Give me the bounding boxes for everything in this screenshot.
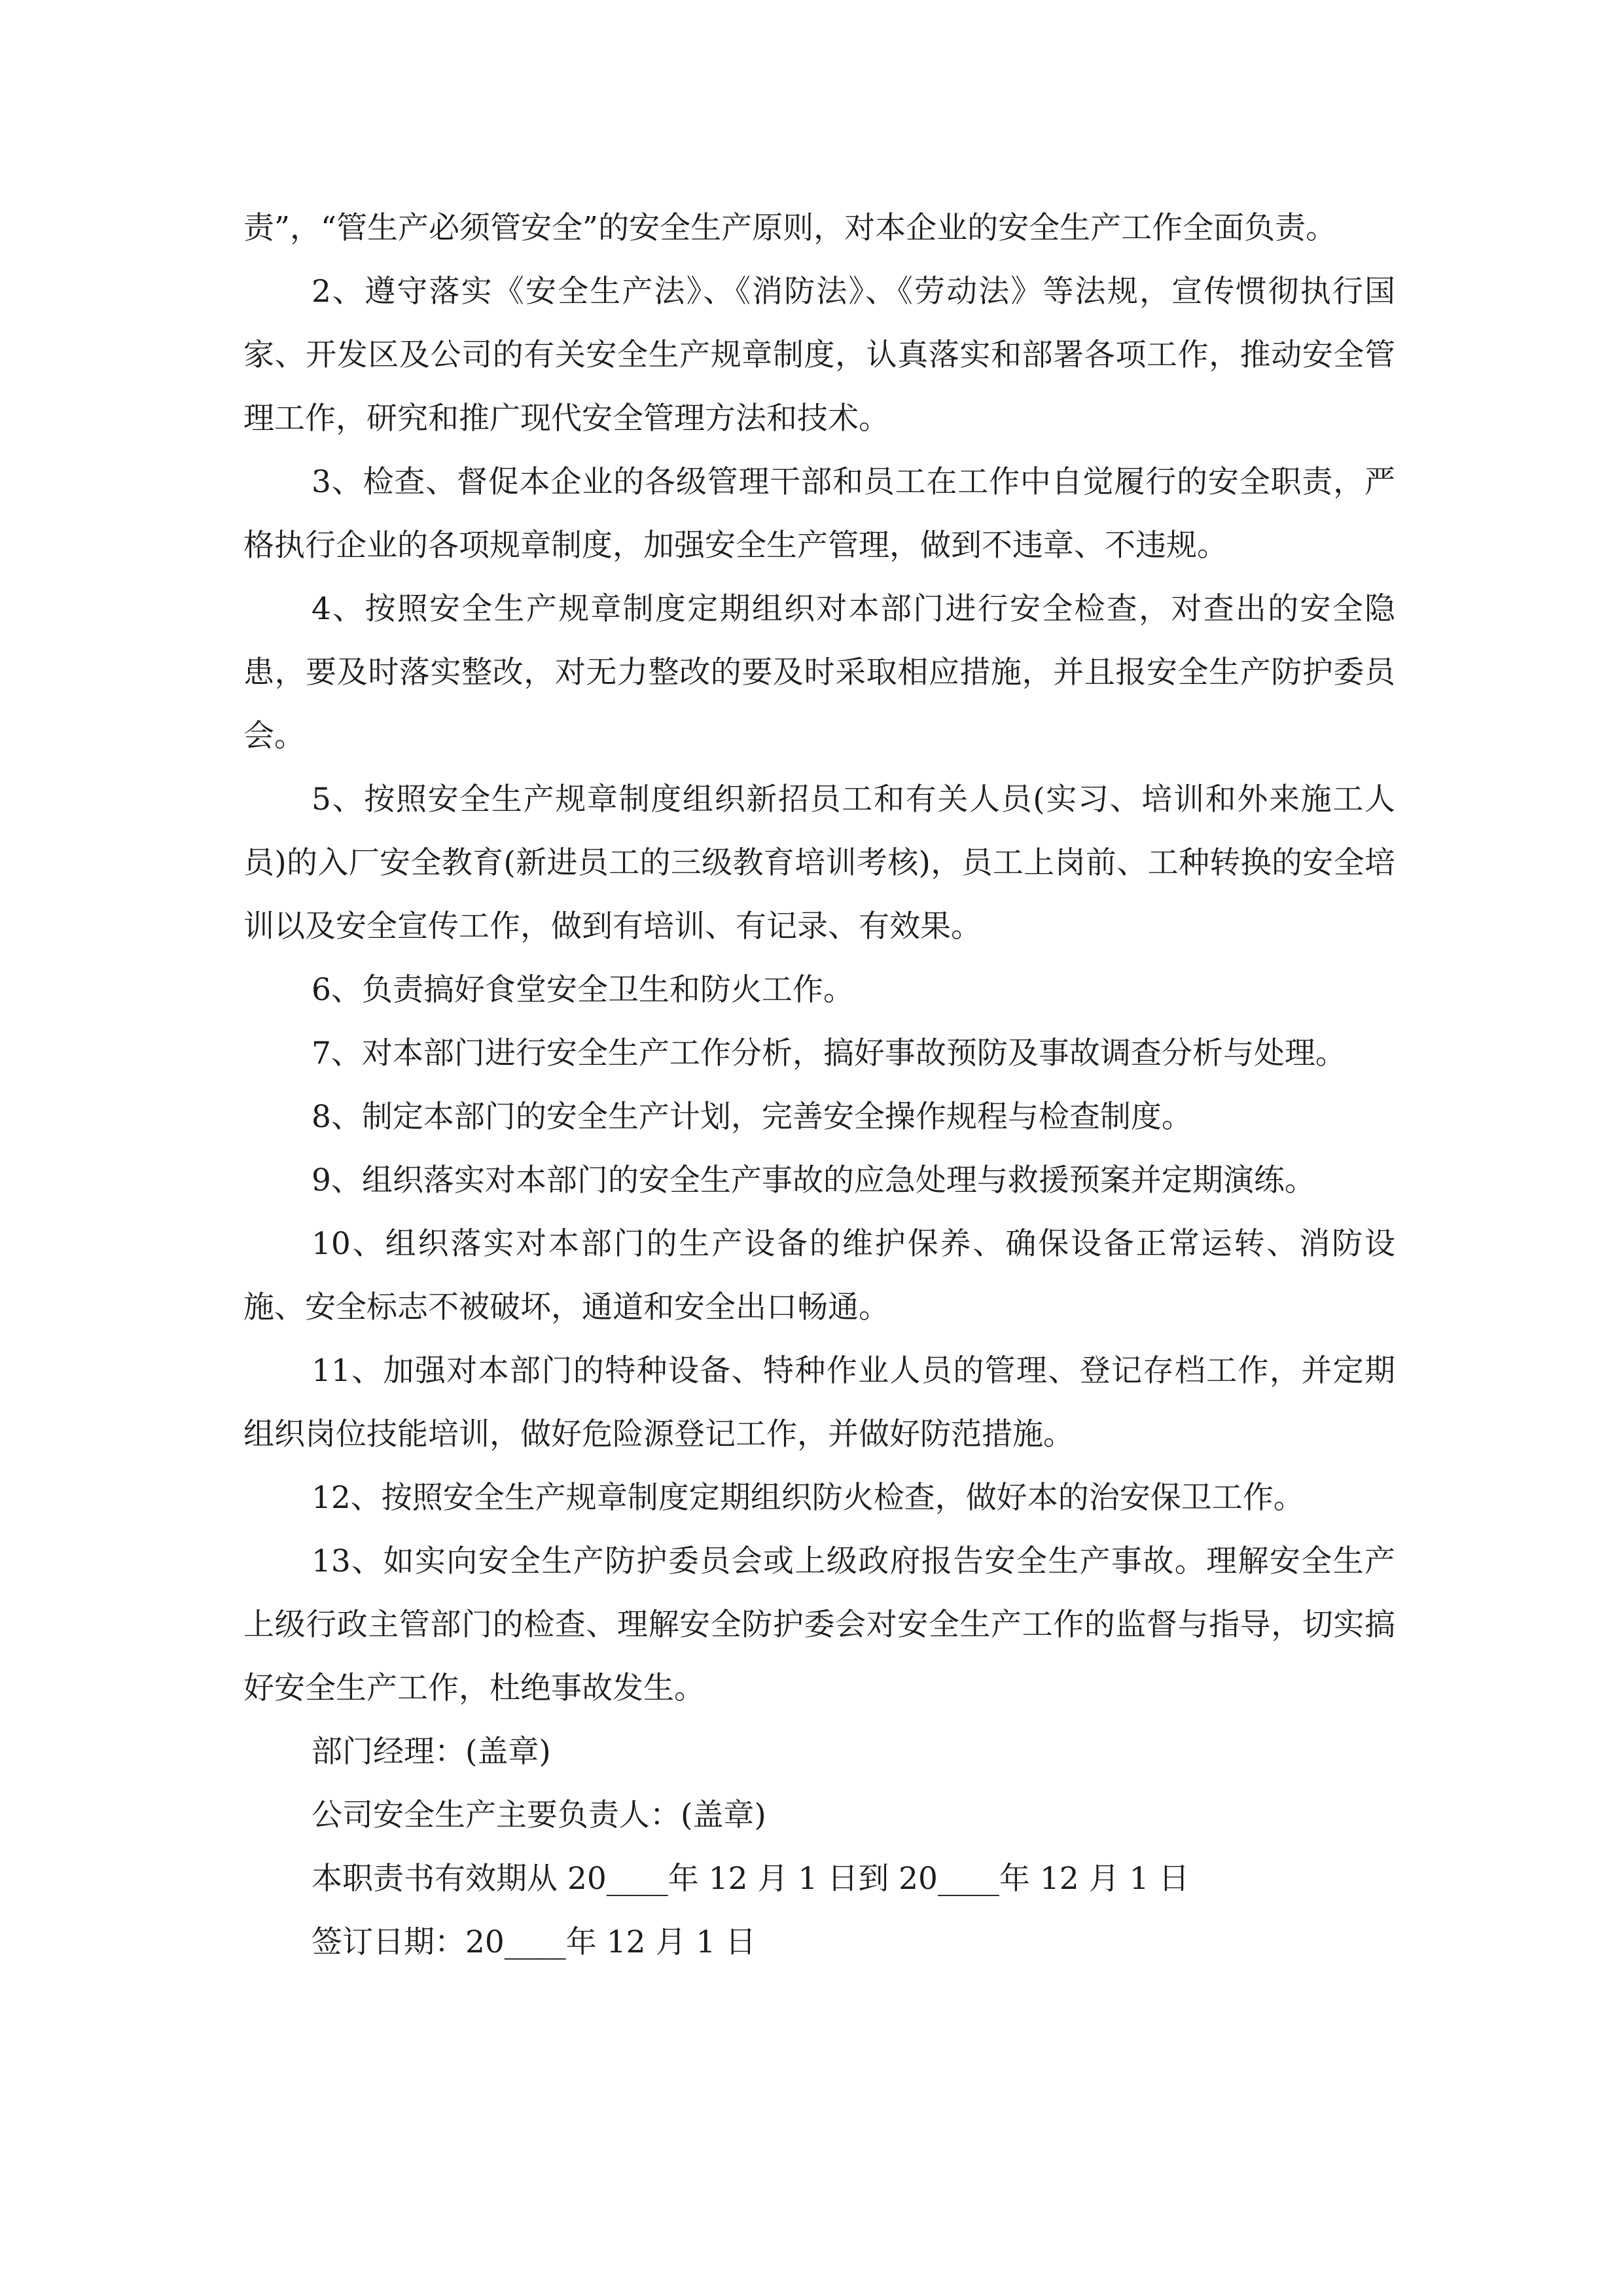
manager-signature-line: 部门经理：(盖章) xyxy=(312,1734,551,1770)
company-responsible-signature-line: 公司安全生产主要负责人：(盖章) xyxy=(312,1797,766,1833)
paragraph-item-6: 6、负责搞好食堂安全卫生和防火工作。 xyxy=(312,972,854,1008)
paragraph-item-7: 7、对本部门进行安全生产工作分析，搞好事故预防及事故调查分析与处理。 xyxy=(312,1035,1346,1071)
paragraph-item-12: 12、按照安全生产规章制度定期组织防火检查，做好本的治安保卫工作。 xyxy=(312,1480,1304,1516)
paragraph-item-3: 3、检查、督促本企业的各级管理干部和员工在工作中自觉履行的安全职责，严格执行企业的各项规章制度，加强安全生产管理，做到不违章、不违规。 xyxy=(243,464,1395,564)
paragraph-item-9: 9、组织落实对本部门的安全生产事故的应急处理与救援预案并定期演练。 xyxy=(312,1162,1315,1198)
validity-period-line: 本职责书有效期从 20____年 12 月 1 日到 20____年 12 月 1 日 xyxy=(312,1861,1190,1897)
sign-date-line: 签订日期：20____年 12 月 1 日 xyxy=(312,1924,757,1960)
paragraph-item-2: 2、遵守落实《安全生产法》、《消防法》、《劳动法》等法规，宣传惯彻执行国家、开发区及公司的有关安全生产规章制度，认真落实和部署各项工作，推动安全管理工作，研究和推广现代安全管理方法和技术。 xyxy=(243,274,1395,437)
paragraph-item-13: 13、如实向安全生产防护委员会或上级政府报告安全生产事故。理解安全生产上级行政主管部门的检查、理解安全防护委会对安全生产工作的监督与指导，切实搞好安全生产工作，杜绝事故发生。 xyxy=(243,1543,1395,1706)
paragraph-item-5: 5、按照安全生产规章制度组织新招员工和有关人员(实习、培训和外来施工人员)的入厂安全教育(新进员工的三级教育培训考核)，员工上岗前、工种转换的安全培训以及安全宣传工作，做到有培训、有记录、有效果。 xyxy=(243,781,1395,944)
paragraph-item-11: 11、加强对本部门的特种设备、特种作业人员的管理、登记存档工作，并定期组织岗位技能培训，做好危险源登记工作，并做好防范措施。 xyxy=(243,1353,1395,1452)
paragraph-item-10: 10、组织落实对本部门的生产设备的维护保养、确保设备正常运转、消防设施、安全标志不被破坏，通道和安全出口畅通。 xyxy=(243,1226,1395,1325)
paragraph-continuation: 责”，“管生产必须管安全”的安全生产原则，对本企业的安全生产工作全面负责。 xyxy=(243,210,1337,246)
document-body xyxy=(243,196,1395,1974)
paragraph-item-4: 4、按照安全生产规章制度定期组织对本部门进行安全检查，对查出的安全隐患，要及时落实整改，对无力整改的要及时采取相应措施，并且报安全生产防护委员会。 xyxy=(243,591,1395,754)
paragraph-item-8: 8、制定本部门的安全生产计划，完善安全操作规程与检查制度。 xyxy=(312,1099,1192,1135)
